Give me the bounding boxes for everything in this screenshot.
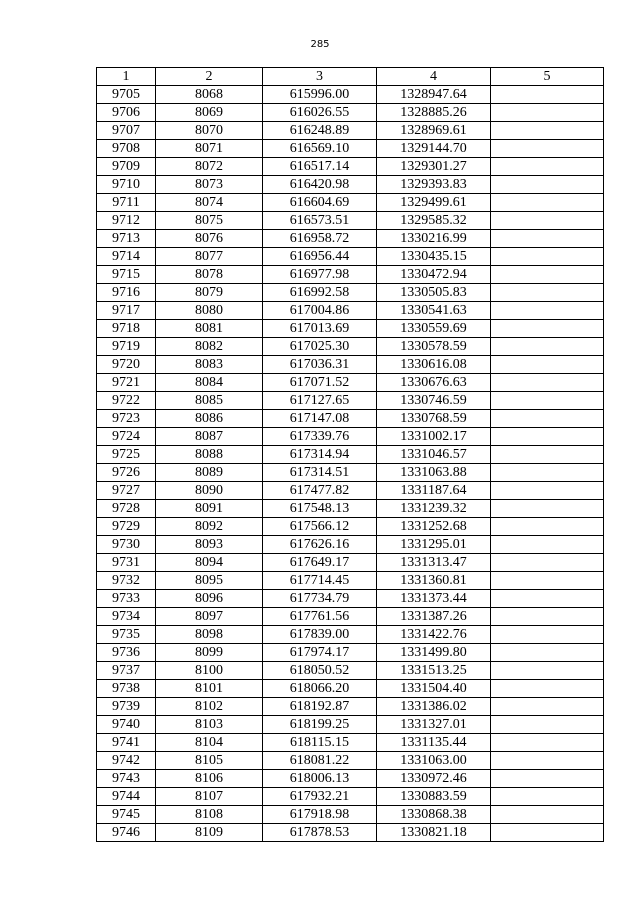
- table-cell: 8099: [156, 644, 263, 662]
- table-cell: [491, 86, 604, 104]
- table-cell: 8076: [156, 230, 263, 248]
- table-cell: 8108: [156, 806, 263, 824]
- table-cell: 617036.31: [263, 356, 377, 374]
- table-cell: 8095: [156, 572, 263, 590]
- table-cell: 1330676.63: [377, 374, 491, 392]
- table-cell: 8088: [156, 446, 263, 464]
- table-cell: 8094: [156, 554, 263, 572]
- table-cell: 618081.22: [263, 752, 377, 770]
- table-row: [97, 590, 604, 608]
- table-row: [97, 824, 604, 842]
- table-row: [97, 356, 604, 374]
- table-cell: 8093: [156, 536, 263, 554]
- table-cell: [491, 302, 604, 320]
- table-cell: 9727: [97, 482, 156, 500]
- table-cell: [491, 122, 604, 140]
- table-cell: 616977.98: [263, 266, 377, 284]
- table-cell: 8082: [156, 338, 263, 356]
- table-cell: 9736: [97, 644, 156, 662]
- table-cell: 8083: [156, 356, 263, 374]
- table-cell: 617649.17: [263, 554, 377, 572]
- table-cell: 8077: [156, 248, 263, 266]
- table-cell: 1329499.61: [377, 194, 491, 212]
- table-cell: 8096: [156, 590, 263, 608]
- table-cell: 1329144.70: [377, 140, 491, 158]
- table-row: [97, 248, 604, 266]
- table-cell: 9742: [97, 752, 156, 770]
- table-cell: 617548.13: [263, 500, 377, 518]
- table-cell: 1331239.32: [377, 500, 491, 518]
- table-row: [97, 428, 604, 446]
- table-cell: 9706: [97, 104, 156, 122]
- table-cell: [491, 536, 604, 554]
- table-cell: 1331063.88: [377, 464, 491, 482]
- table-cell: [491, 734, 604, 752]
- table-cell: 1330746.59: [377, 392, 491, 410]
- table-cell: 8081: [156, 320, 263, 338]
- table-row: [97, 230, 604, 248]
- column-header: 4: [377, 68, 491, 86]
- table-cell: 8098: [156, 626, 263, 644]
- table-cell: 1330472.94: [377, 266, 491, 284]
- table-cell: 9743: [97, 770, 156, 788]
- table-row: [97, 626, 604, 644]
- table-row: [97, 770, 604, 788]
- table-cell: 1331373.44: [377, 590, 491, 608]
- table-cell: 617147.08: [263, 410, 377, 428]
- table-row: [97, 284, 604, 302]
- table-cell: 617626.16: [263, 536, 377, 554]
- column-header: 1: [97, 68, 156, 86]
- table-cell: [491, 338, 604, 356]
- table-row: [97, 806, 604, 824]
- table-cell: 1330505.83: [377, 284, 491, 302]
- table-cell: 8105: [156, 752, 263, 770]
- table-cell: 1330578.59: [377, 338, 491, 356]
- table-cell: 1330541.63: [377, 302, 491, 320]
- table-cell: 618050.52: [263, 662, 377, 680]
- table-cell: 8109: [156, 824, 263, 842]
- table-cell: 8089: [156, 464, 263, 482]
- table-cell: 1330435.15: [377, 248, 491, 266]
- table-row: [97, 392, 604, 410]
- table-cell: 9707: [97, 122, 156, 140]
- table-cell: [491, 482, 604, 500]
- table-row: [97, 554, 604, 572]
- table-cell: 1331313.47: [377, 554, 491, 572]
- table-row: [97, 716, 604, 734]
- table-row: [97, 644, 604, 662]
- table-cell: 8078: [156, 266, 263, 284]
- table-row: [97, 752, 604, 770]
- table-cell: 9730: [97, 536, 156, 554]
- table-cell: 9718: [97, 320, 156, 338]
- table-cell: 9737: [97, 662, 156, 680]
- table-cell: 9735: [97, 626, 156, 644]
- table-cell: 9746: [97, 824, 156, 842]
- table-cell: [491, 572, 604, 590]
- table-cell: 1330768.59: [377, 410, 491, 428]
- table-cell: 616604.69: [263, 194, 377, 212]
- table-cell: 617004.86: [263, 302, 377, 320]
- table-cell: 616026.55: [263, 104, 377, 122]
- table-row: [97, 608, 604, 626]
- table-cell: 617314.94: [263, 446, 377, 464]
- table-cell: [491, 104, 604, 122]
- table-row: [97, 176, 604, 194]
- table-cell: 1331063.00: [377, 752, 491, 770]
- header-row: [97, 68, 604, 86]
- table-cell: 1330821.18: [377, 824, 491, 842]
- table-cell: 1329301.27: [377, 158, 491, 176]
- table-cell: [491, 644, 604, 662]
- table-row: [97, 320, 604, 338]
- table-cell: [491, 626, 604, 644]
- table-cell: 1328885.26: [377, 104, 491, 122]
- table-cell: 9740: [97, 716, 156, 734]
- table-row: [97, 464, 604, 482]
- table-cell: 617932.21: [263, 788, 377, 806]
- table-cell: 9728: [97, 500, 156, 518]
- table-cell: 9711: [97, 194, 156, 212]
- table-cell: 1331499.80: [377, 644, 491, 662]
- table-cell: 617477.82: [263, 482, 377, 500]
- table-cell: 617878.53: [263, 824, 377, 842]
- table-cell: [491, 230, 604, 248]
- table-row: [97, 86, 604, 104]
- table-cell: 617918.98: [263, 806, 377, 824]
- table-row: [97, 140, 604, 158]
- table-row: [97, 680, 604, 698]
- table-cell: 1331252.68: [377, 518, 491, 536]
- table-cell: 1331002.17: [377, 428, 491, 446]
- table-cell: [491, 428, 604, 446]
- table-cell: [491, 518, 604, 536]
- table-cell: [491, 608, 604, 626]
- column-header: 2: [156, 68, 263, 86]
- table-cell: [491, 770, 604, 788]
- table-cell: 9733: [97, 590, 156, 608]
- table-cell: 8070: [156, 122, 263, 140]
- table-cell: [491, 392, 604, 410]
- table-cell: 8091: [156, 500, 263, 518]
- table-cell: 1331187.64: [377, 482, 491, 500]
- table-cell: 616958.72: [263, 230, 377, 248]
- coordinates-table: [96, 67, 604, 842]
- table-cell: [491, 500, 604, 518]
- table-cell: [491, 554, 604, 572]
- table-cell: [491, 320, 604, 338]
- table-cell: 617974.17: [263, 644, 377, 662]
- table-row: [97, 500, 604, 518]
- table-cell: 8069: [156, 104, 263, 122]
- table-row: [97, 734, 604, 752]
- table-row: [97, 212, 604, 230]
- table-cell: 9731: [97, 554, 156, 572]
- table-cell: 1331504.40: [377, 680, 491, 698]
- table-row: [97, 302, 604, 320]
- table-row: [97, 518, 604, 536]
- table-cell: 617566.12: [263, 518, 377, 536]
- table-cell: 8074: [156, 194, 263, 212]
- table-cell: 9726: [97, 464, 156, 482]
- table-cell: 1331386.02: [377, 698, 491, 716]
- table-cell: 1330559.69: [377, 320, 491, 338]
- table-cell: [491, 176, 604, 194]
- table-cell: [491, 410, 604, 428]
- table-row: [97, 788, 604, 806]
- table-cell: 617314.51: [263, 464, 377, 482]
- table-cell: 8106: [156, 770, 263, 788]
- table-cell: [491, 788, 604, 806]
- table-row: [97, 158, 604, 176]
- table-cell: 9708: [97, 140, 156, 158]
- table-cell: 1330972.46: [377, 770, 491, 788]
- table-cell: 618199.25: [263, 716, 377, 734]
- table-cell: 616573.51: [263, 212, 377, 230]
- table-cell: 8090: [156, 482, 263, 500]
- table-cell: 1331387.26: [377, 608, 491, 626]
- table-row: [97, 662, 604, 680]
- table-cell: 618066.20: [263, 680, 377, 698]
- table-cell: 617339.76: [263, 428, 377, 446]
- table-cell: 8084: [156, 374, 263, 392]
- table-cell: 616569.10: [263, 140, 377, 158]
- table-row: [97, 374, 604, 392]
- table-cell: 615996.00: [263, 86, 377, 104]
- table-row: [97, 122, 604, 140]
- table-cell: 1330216.99: [377, 230, 491, 248]
- table-cell: 9714: [97, 248, 156, 266]
- table-cell: [491, 356, 604, 374]
- table-cell: 8101: [156, 680, 263, 698]
- table-cell: 617839.00: [263, 626, 377, 644]
- table-cell: 9709: [97, 158, 156, 176]
- table-cell: 8080: [156, 302, 263, 320]
- page-number: 285: [310, 39, 330, 50]
- table-cell: 9723: [97, 410, 156, 428]
- table-cell: [491, 266, 604, 284]
- column-header: 5: [491, 68, 604, 86]
- table-cell: 9721: [97, 374, 156, 392]
- table-cell: 8087: [156, 428, 263, 446]
- table-cell: 9745: [97, 806, 156, 824]
- table-cell: 1330883.59: [377, 788, 491, 806]
- table-cell: [491, 212, 604, 230]
- table-cell: 8075: [156, 212, 263, 230]
- table-cell: 9705: [97, 86, 156, 104]
- table-cell: 1328947.64: [377, 86, 491, 104]
- table-cell: 1329393.83: [377, 176, 491, 194]
- table-cell: 1331360.81: [377, 572, 491, 590]
- table-cell: 8071: [156, 140, 263, 158]
- table-cell: 9713: [97, 230, 156, 248]
- table-cell: 8068: [156, 86, 263, 104]
- table-cell: 9719: [97, 338, 156, 356]
- table-cell: 8086: [156, 410, 263, 428]
- table-cell: 8072: [156, 158, 263, 176]
- table-cell: [491, 590, 604, 608]
- table-cell: 9729: [97, 518, 156, 536]
- table-cell: 8092: [156, 518, 263, 536]
- table-cell: 9716: [97, 284, 156, 302]
- table-cell: 616420.98: [263, 176, 377, 194]
- table-cell: [491, 194, 604, 212]
- table-cell: [491, 374, 604, 392]
- table-cell: [491, 140, 604, 158]
- table-row: [97, 446, 604, 464]
- table-cell: [491, 464, 604, 482]
- table-row: [97, 698, 604, 716]
- table-cell: 8103: [156, 716, 263, 734]
- table-cell: 617734.79: [263, 590, 377, 608]
- table-cell: 8097: [156, 608, 263, 626]
- table-cell: 617714.45: [263, 572, 377, 590]
- table-cell: 617071.52: [263, 374, 377, 392]
- table-row: [97, 194, 604, 212]
- table-cell: 616248.89: [263, 122, 377, 140]
- table-cell: 8079: [156, 284, 263, 302]
- table-cell: 1328969.61: [377, 122, 491, 140]
- table-cell: 1331135.44: [377, 734, 491, 752]
- table-cell: 8073: [156, 176, 263, 194]
- table-cell: 616956.44: [263, 248, 377, 266]
- table-row: [97, 104, 604, 122]
- table-row: [97, 536, 604, 554]
- table-cell: 616992.58: [263, 284, 377, 302]
- table-cell: 616517.14: [263, 158, 377, 176]
- table-cell: [491, 446, 604, 464]
- table-cell: 9710: [97, 176, 156, 194]
- table-cell: 1330868.38: [377, 806, 491, 824]
- table-cell: 9741: [97, 734, 156, 752]
- table-cell: [491, 716, 604, 734]
- table-row: [97, 338, 604, 356]
- table-cell: 618192.87: [263, 698, 377, 716]
- table-cell: 9717: [97, 302, 156, 320]
- table-cell: 1329585.32: [377, 212, 491, 230]
- table-cell: 9738: [97, 680, 156, 698]
- table-cell: 617127.65: [263, 392, 377, 410]
- table-cell: 9739: [97, 698, 156, 716]
- table-cell: 8100: [156, 662, 263, 680]
- table-cell: [491, 698, 604, 716]
- table-row: [97, 482, 604, 500]
- table-cell: [491, 806, 604, 824]
- table-cell: 9725: [97, 446, 156, 464]
- table-row: [97, 572, 604, 590]
- table-cell: [491, 284, 604, 302]
- table-cell: [491, 248, 604, 266]
- table-row: [97, 266, 604, 284]
- table-cell: 9734: [97, 608, 156, 626]
- table-cell: 1331422.76: [377, 626, 491, 644]
- table-cell: 9744: [97, 788, 156, 806]
- table-cell: [491, 680, 604, 698]
- table-cell: [491, 824, 604, 842]
- table-cell: 8104: [156, 734, 263, 752]
- table-row: [97, 410, 604, 428]
- table-cell: 9712: [97, 212, 156, 230]
- table-cell: 9724: [97, 428, 156, 446]
- table-cell: [491, 158, 604, 176]
- table-cell: 9715: [97, 266, 156, 284]
- table-cell: 1330616.08: [377, 356, 491, 374]
- table-cell: 8085: [156, 392, 263, 410]
- table-cell: [491, 662, 604, 680]
- table-cell: 8107: [156, 788, 263, 806]
- table-cell: 617025.30: [263, 338, 377, 356]
- table-cell: 1331046.57: [377, 446, 491, 464]
- table-cell: 618115.15: [263, 734, 377, 752]
- table-cell: 617761.56: [263, 608, 377, 626]
- column-header: 3: [263, 68, 377, 86]
- table-cell: 617013.69: [263, 320, 377, 338]
- table-cell: 618006.13: [263, 770, 377, 788]
- table-cell: 1331327.01: [377, 716, 491, 734]
- table-cell: 9732: [97, 572, 156, 590]
- table-cell: 1331513.25: [377, 662, 491, 680]
- table-cell: 9720: [97, 356, 156, 374]
- table-body: [97, 86, 604, 842]
- table-cell: [491, 752, 604, 770]
- table-cell: 1331295.01: [377, 536, 491, 554]
- table-cell: 8102: [156, 698, 263, 716]
- table-cell: 9722: [97, 392, 156, 410]
